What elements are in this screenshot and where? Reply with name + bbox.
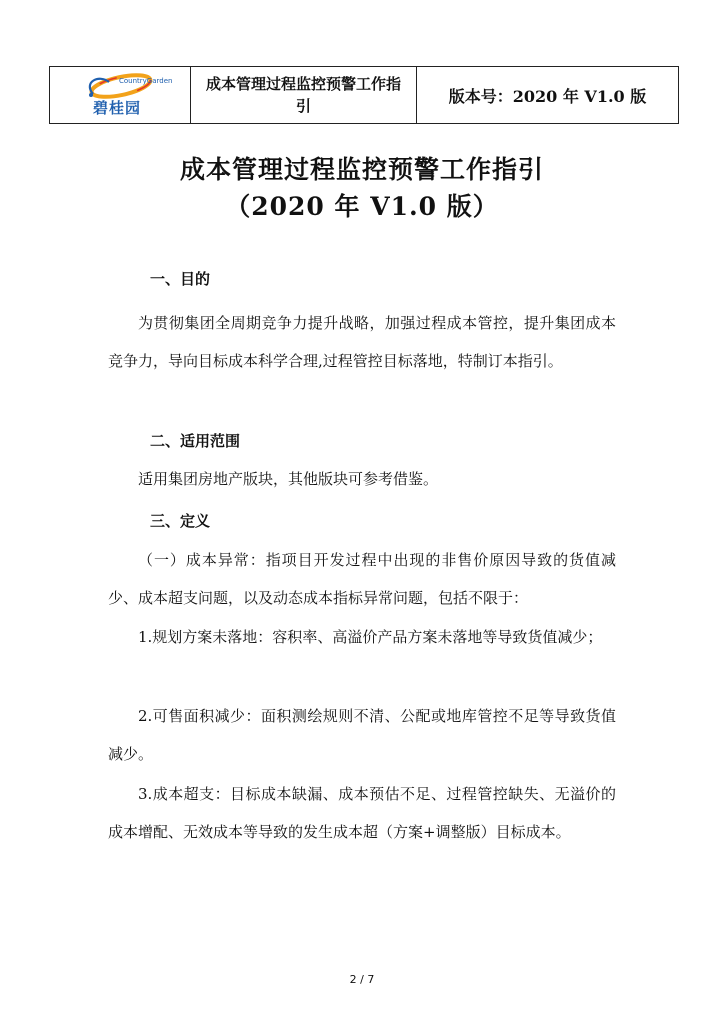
page-title: 成本管理过程监控预警工作指引 (179, 155, 544, 184)
section-3-para-2: 1.规划方案未落地：容积率、高溢价产品方案未落地等导致货值减少； (138, 628, 603, 646)
logo-text: 碧桂园 (93, 99, 142, 117)
section-1-heading: 一、目的 (150, 270, 211, 288)
page-subtitle: （2020 年 V1.0 版） (225, 192, 499, 221)
header-version: 版本号：2020 年 V1.0 版 (416, 67, 678, 123)
section-3-para-4: 3.成本超支：目标成本缺漏、成本预估不足、过程管控缺失、无溢价的成本增配、无效成本等导致的发生成本超（方案+调整版）目标成本。 (108, 785, 616, 841)
logo-small-text: CountryGarden (119, 77, 173, 85)
header-table (49, 66, 679, 124)
logo-cell (50, 67, 190, 123)
company-logo (75, 72, 173, 118)
section-3-heading: 三、定义 (150, 512, 211, 530)
header-doc-title: 成本管理过程监控预警工作指引 (190, 67, 416, 123)
section-2-body: 适用集团房地产版块，其他版块可参考借鉴。 (138, 470, 439, 488)
page-number: 2 / 7 (349, 973, 375, 986)
section-3-para-1: （一）成本异常：指项目开发过程中出现的非售价原因导致的货值减少、成本超支问题，以及动态成本指标异常问题，包括不限于： (108, 551, 616, 607)
section-1-body: 为贯彻集团全周期竞争力提升战略，加强过程成本管控，提升集团成本竞争力，导向目标成本科学合理,过程管控目标落地，特制订本指引。 (108, 314, 616, 370)
section-3-para-3: 2.可售面积减少：面积测绘规则不清、公配或地库管控不足等导致货值减少。 (108, 707, 616, 763)
section-2-heading: 二、适用范围 (150, 432, 241, 450)
